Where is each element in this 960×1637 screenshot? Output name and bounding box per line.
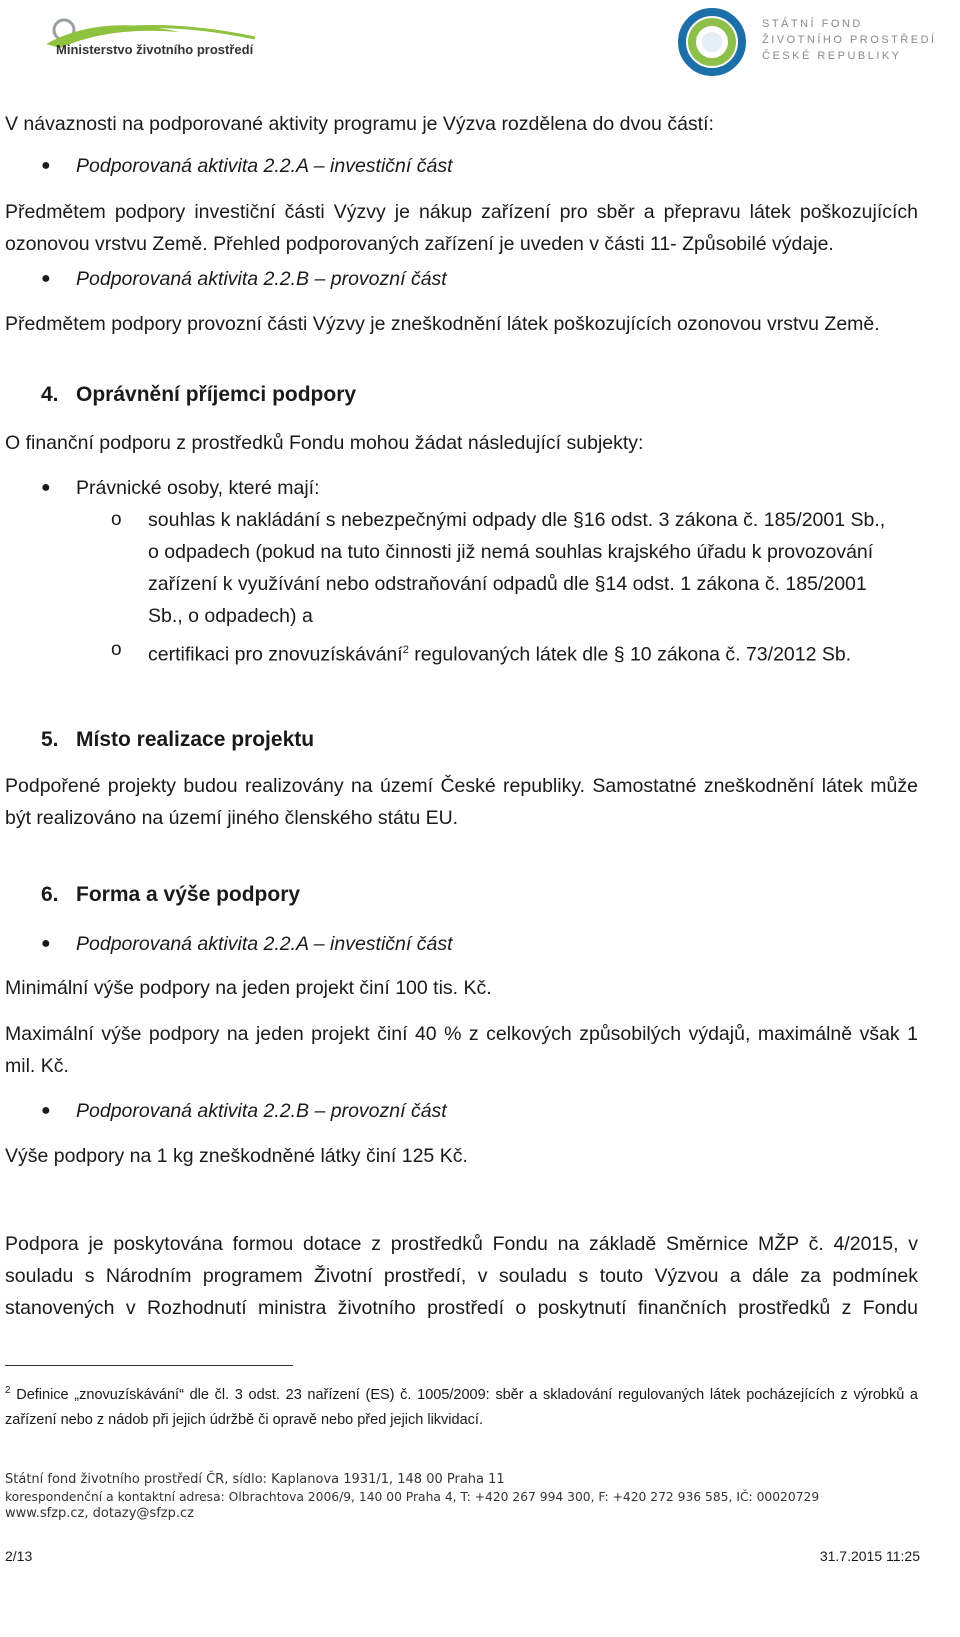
sfzp-logo-icon [676,6,748,78]
section-4-title: Oprávnění příjemci podpory [76,383,357,406]
sfzp-line-2: ŽIVOTNÍHO PROSTŘEDÍ [762,34,937,46]
sub-item-1-line-1: souhlas k nakládání s nebezpečnými odpady dle §16 odst. 3 zákona č. 185/2001 Sb., [148,509,886,531]
section-6-a-max: Maximální výše podpory na jeden projekt činí 40 % z celkových způsobilých výdajů, maximálně však 1 mil. Kč. [5,1023,918,1077]
section-4-bullet: Právnické osoby, které mají: [76,477,320,499]
bullet-icon: ● [41,1102,51,1119]
sub-item-2-text: certifikaci pro znovuzískávání [148,643,403,666]
section-6-b-text: Výše podpory na 1 kg zneškodněné látky činí 125 Kč. [5,1145,468,1167]
sub-item-2 [148,634,851,671]
bullet-icon: ● [41,935,51,952]
timestamp: 31.7.2015 11:25 [819,1548,920,1564]
activity-b-label: Podporovaná aktivita 2.2.B – provozní část [76,268,447,290]
section-6-title: Forma a výše podpory [76,883,301,906]
section-6-a-min: Minimální výše podpory na jeden projekt činí 100 tis. Kč. [5,977,492,999]
section-5-text: Podpořené projekty budou realizovány na území České republiky. Samostatné zneškodnění látek může být realizováno na území jiného členského státu EU. [5,775,918,829]
activity-b-text: Předmětem podpory provozní části Výzvy je zneškodnění látek poškozujících ozonovou vrstvu Země. [5,313,880,335]
footnote-marker: 2 [5,1385,11,1396]
mzp-logo-text: Ministerstvo životního prostředí [56,42,254,57]
section-5-title: Místo realizace projektu [76,728,315,751]
sub-item-1-line-4: Sb., o odpadech) a [148,605,313,627]
sub-bullet-icon: o [111,509,122,530]
section-4-intro: O finanční podporu z prostředků Fondu mohou žádat následující subjekty: [5,432,644,454]
footer-line-2: korespondenční a kontaktní adresa: Olbrachtova 2006/9, 140 00 Praha 4, T: +420 267 994 300, F: +420 272 936 585, IČ: 00020729 [5,1490,820,1504]
footer-line-3[interactable]: www.sfzp.cz, dotazy@sfzp.cz [5,1506,194,1521]
footer-line-1: Státní fond životního prostředí ČR, sídlo: Kaplanova 1931/1, 148 00 Praha 11 [5,1472,505,1487]
section-4-number: 4. [41,383,59,406]
sfzp-logo [676,2,946,80]
sub-bullet-icon: o [111,639,122,660]
intro-paragraph: V návaznosti na podporované aktivity programu je Výzva rozdělena do dvou částí: [5,113,714,135]
activity-a-label: Podporovaná aktivita 2.2.A – investiční část [76,155,453,177]
section-5-number: 5. [41,728,59,751]
activity-a-text: Předmětem podpory investiční části Výzvy je nákup zařízení pro sběr a přepravu látek poškozujících ozonovou vrstvu Země. Přehled podporovaných zařízení je uveden v části 11- Způsobilé výdaje. [5,201,918,255]
footnote-divider [5,1365,293,1366]
sfzp-line-3: ČESKÉ REPUBLIKY [762,50,902,62]
mzp-logo-icon [40,6,260,66]
mzp-logo [40,6,260,66]
bullet-icon: ● [41,270,51,287]
footnote-text: Definice „znovuzískávání“ dle čl. 3 odst. 23 nařízení (ES) č. 1005/2009: sběr a skladování regulovaných látek pocházejících z výrobků a zařízení nebo z nádob při jejich údržbě či opravě nebo před jejich likvidací. [5,1386,918,1428]
section-6-number: 6. [41,883,59,906]
page-number: 2/13 [5,1548,33,1564]
footnote [5,1378,918,1433]
section-6-a-label: Podporovaná aktivita 2.2.A – investiční část [76,933,453,955]
sub-item-1-line-3: zařízení k využívání nebo odstraňování odpadů dle §14 odst. 1 zákona č. 185/2001 [148,573,867,595]
sfzp-line-1: STÁTNÍ FOND [762,18,863,30]
closing-paragraph: Podpora je poskytována formou dotace z prostředků Fondu na základě Směrnice MŽP č. 4/2015, v souladu s Národním programem Životní prostředí, v souladu s touto Výzvou a dále za podmínek stanovených v Rozhodnutí ministra životního prostředí o poskytnutí finančních prostředků z Fondu [5,1233,918,1319]
section-6-b-label: Podporovaná aktivita 2.2.B – provozní část [76,1100,447,1122]
sub-item-1-line-2: o odpadech (pokud na tuto činnosti již nemá souhlas krajského úřadu k provozování [148,541,874,563]
bullet-icon: ● [41,479,51,496]
sub-item-2-text-end: regulovaných látek dle § 10 zákona č. 73/2012 Sb. [408,643,852,666]
bullet-icon: ● [41,157,51,174]
footnote-ref[interactable]: 2 [402,644,409,656]
